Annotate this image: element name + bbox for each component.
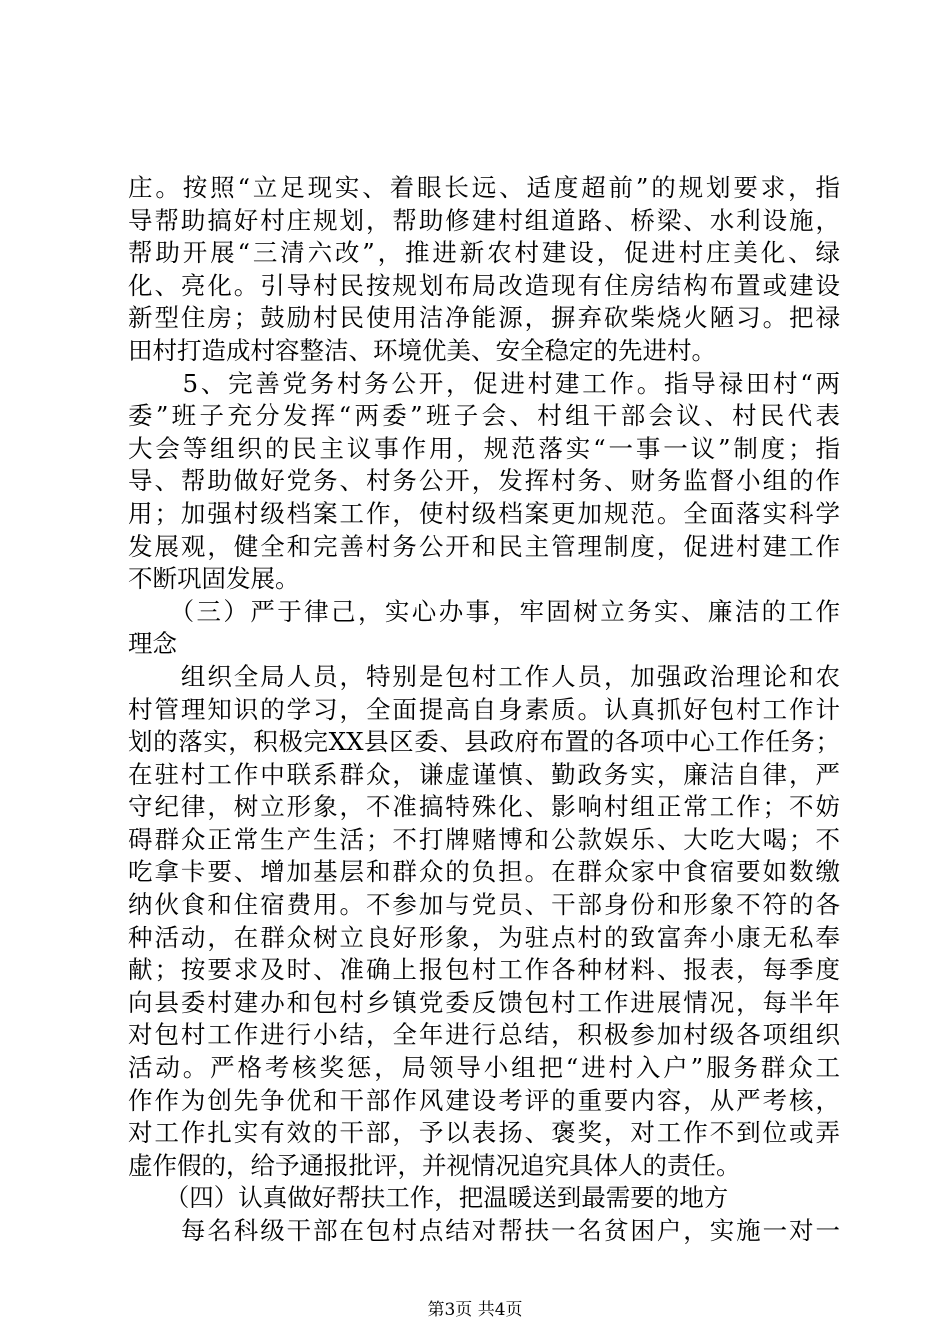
text-line: （三）严于律己，实心办事，牢固树立务实、廉洁的工作 xyxy=(128,596,840,626)
text-line: 活动。严格考核奖惩，局领导小组把“进村入户”服务群众工 xyxy=(128,1053,840,1083)
text-line: （四）认真做好帮扶工作，把温暖送到最需要的地方 xyxy=(128,1183,729,1213)
text-line: 庄。按照“立足现实、着眼长远、适度超前”的规划要求，指 xyxy=(128,173,840,202)
text-line: 在驻村工作中联系群众，谦虚谨慎、勤政务实，廉洁自律，严 xyxy=(128,759,840,789)
text-line: 不断巩固发展。 xyxy=(128,564,300,594)
text-line: 对包村工作进行小结，全年进行总结，积极参加村级各项组织 xyxy=(128,1020,840,1050)
text-line: 导、帮助做好党务、村务公开，发挥村务、财务监督小组的作 xyxy=(128,466,840,496)
text-line: 组织全局人员，特别是包村工作人员，加强政治理论和农 xyxy=(128,661,840,691)
text-line: 每名科级干部在包村点结对帮扶一名贫困户，实施一对一 xyxy=(128,1216,840,1245)
text-line: 碍群众正常生产生活；不打牌赌博和公款娱乐、大吃大喝；不 xyxy=(128,824,840,854)
text-line: 新型住房；鼓励村民使用洁净能源，摒弃砍柴烧火陋习。把禄 xyxy=(128,303,840,333)
text-line: 5、完善党务村务公开，促进村建工作。指导禄田村“两 xyxy=(128,368,840,398)
text-line: 献；按要求及时、准确上报包村工作各种材料、报表，每季度 xyxy=(128,955,840,985)
text-line: 田村打造成村容整洁、环境优美、安全稳定的先进村。 xyxy=(128,335,716,365)
text-line: 虚作假的，给予通报批评，并视情况追究具体人的责任。 xyxy=(128,1150,741,1180)
text-line: 发展观，健全和完善村务公开和民主管理制度，促进村建工作 xyxy=(128,531,840,561)
text-line: 作作为创先争优和干部作风建设考评的重要内容，从严考核， xyxy=(128,1085,840,1115)
text-line: 种活动，在群众树立良好形象，为驻点村的致富奔小康无私奉 xyxy=(128,922,840,952)
text-line: 用；加强村级档案工作，使村级档案更加规范。全面落实科学 xyxy=(128,498,840,528)
text-line: 吃拿卡要、增加基层和群众的负担。在群众家中食宿要如数缴 xyxy=(128,857,840,887)
text-line: 向县委村建办和包村乡镇党委反馈包村工作进展情况，每半年 xyxy=(128,987,840,1017)
text-line: 委”班子充分发挥“两委”班子会、村组干部会议、村民代表 xyxy=(128,401,840,431)
text-line: 纳伙食和住宿费用。不参加与党员、干部身份和形象不符的各 xyxy=(128,890,840,920)
text-line: 理念 xyxy=(128,629,177,659)
text-line: 帮助开展“三清六改”，推进新农村建设，促进村庄美化、绿 xyxy=(128,238,840,268)
text-line: 化、亮化。引导村民按规划布局改造现有住房结构布置或建设 xyxy=(128,270,840,300)
text-line: 对工作扎实有效的干部，予以表扬、褒奖，对工作不到位或弄 xyxy=(128,1118,840,1148)
text-line: 大会等组织的民主议事作用，规范落实“一事一议”制度；指 xyxy=(128,433,840,463)
text-line: 划的落实，积极完XX县区委、县政府布置的各项中心工作任务； xyxy=(128,727,840,757)
body-text xyxy=(128,172,840,1248)
text-line: 导帮助搞好村庄规划，帮助修建村组道路、桥梁、水利设施， xyxy=(128,205,840,235)
page-footer: 第3页 共4页 xyxy=(427,1300,523,1320)
text-line: 守纪律，树立形象，不准搞特殊化、影响村组正常工作；不妨 xyxy=(128,792,840,822)
text-line: 村管理知识的学习，全面提高自身素质。认真抓好包村工作计 xyxy=(128,694,840,724)
